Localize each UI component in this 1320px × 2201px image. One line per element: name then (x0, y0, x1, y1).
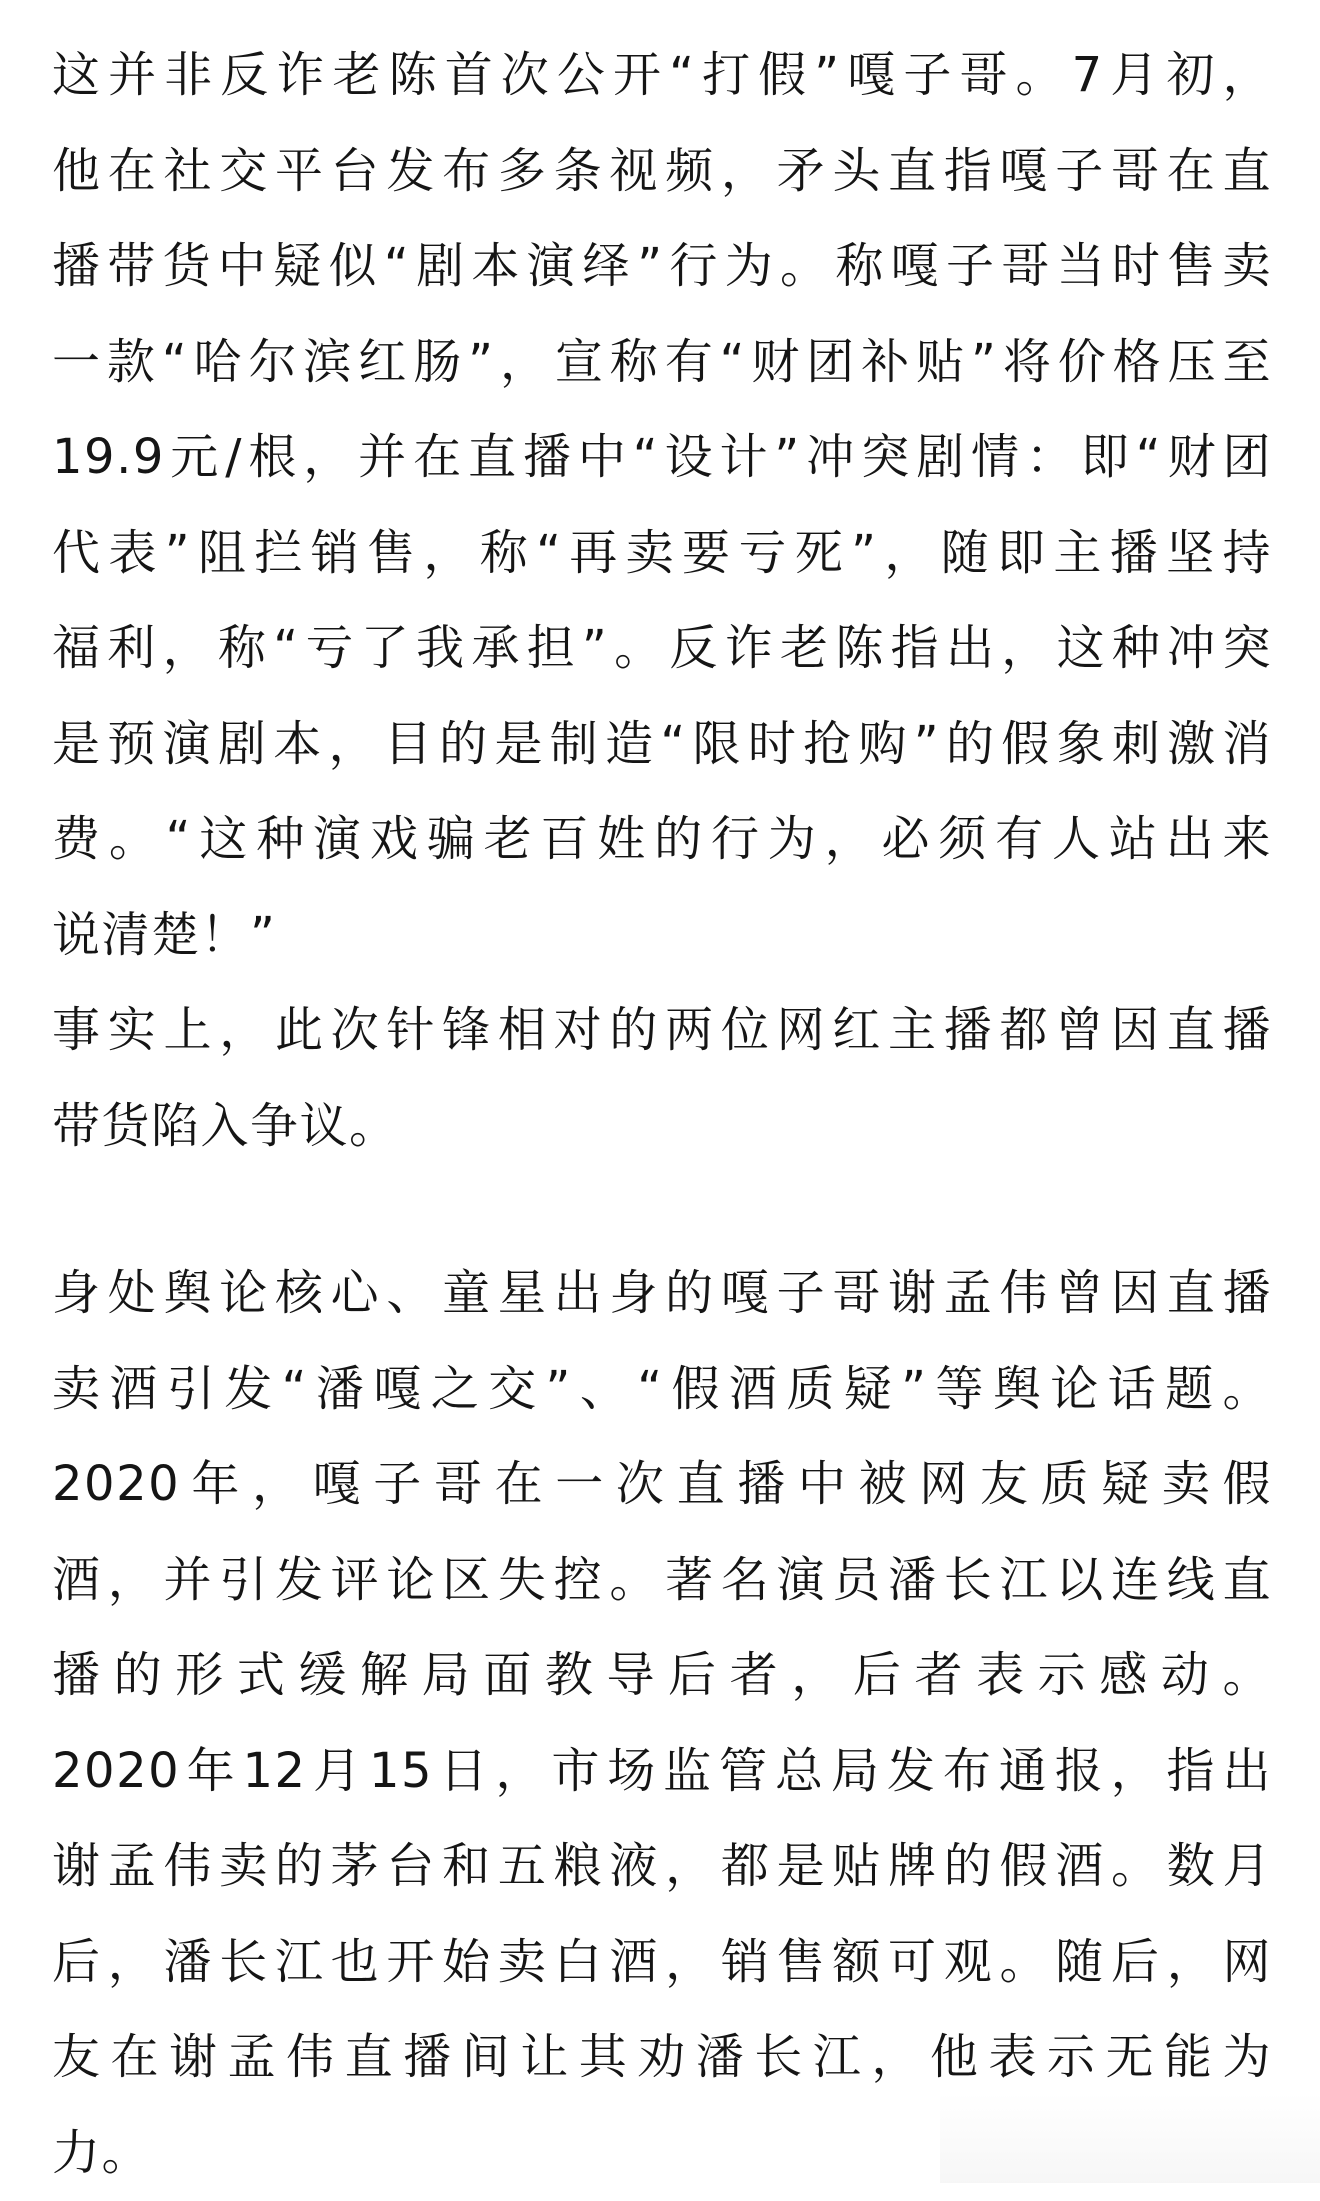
text-line: 谢孟伟卖的茅台和五粮液，都是贴牌的假酒。数月 (52, 1819, 1272, 1915)
text-line: 卖酒引发“潘嘎之交”、“假酒质疑”等舆论话题。 (52, 1342, 1272, 1438)
text-line: 带货陷入争议。 (52, 1079, 1272, 1175)
text-line: 费。“这种演戏骗老百姓的行为，必须有人站出来 (52, 792, 1272, 888)
paragraph-3 (52, 1246, 1272, 2201)
text-line: 后，潘长江也开始卖白酒，销售额可观。随后，网 (52, 1915, 1272, 2011)
text-line: 福利，称“亏了我承担”。反诈老陈指出，这种冲突 (52, 601, 1272, 697)
text-line: 他在社交平台发布多条视频，矛头直指嘎子哥在直 (52, 124, 1272, 220)
paragraph-2 (52, 983, 1272, 1174)
text-line: 播的形式缓解局面教导后者，后者表示感动。 (52, 1628, 1272, 1724)
text-line: 播带货中疑似“剧本演绎”行为。称嘎子哥当时售卖 (52, 219, 1272, 315)
text-line: 一款“哈尔滨红肠”，宣称有“财团补贴”将价格压至 (52, 315, 1272, 411)
text-line: 2020年，嘎子哥在一次直播中被网友质疑卖假 (52, 1437, 1272, 1533)
text-line: 代表”阻拦销售，称“再卖要亏死”，随即主播坚持 (52, 506, 1272, 602)
article-body (52, 28, 1272, 2201)
paragraph-spacer (52, 1174, 1272, 1246)
text-line: 说清楚！” (52, 888, 1272, 984)
text-line: 这并非反诈老陈首次公开“打假”嘎子哥。7月初， (52, 28, 1272, 124)
text-line: 事实上，此次针锋相对的两位网红主播都曾因直播 (52, 983, 1272, 1079)
text-line: 是预演剧本，目的是制造“限时抢购”的假象刺激消 (52, 697, 1272, 793)
text-line: 身处舆论核心、童星出身的嘎子哥谢孟伟曾因直播 (52, 1246, 1272, 1342)
text-line: 友在谢孟伟直播间让其劝潘长江，他表示无能为 (52, 2010, 1272, 2106)
text-line: 酒，并引发评论区失控。著名演员潘长江以连线直 (52, 1533, 1272, 1629)
text-line: 2020年12月15日，市场监管总局发布通报，指出 (52, 1724, 1272, 1820)
text-line: 力。 (52, 2106, 1272, 2201)
text-line: 19.9元/根，并在直播中“设计”冲突剧情：即“财团 (52, 410, 1272, 506)
paragraph-1 (52, 28, 1272, 983)
